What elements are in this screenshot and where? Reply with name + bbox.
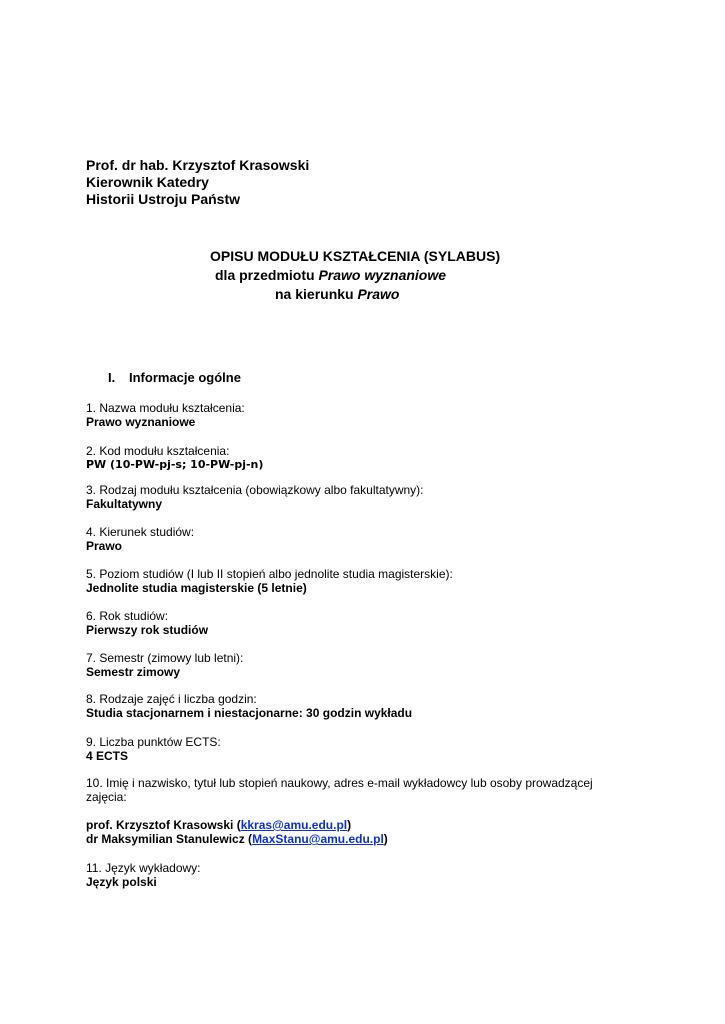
field-label: 11. Język wykładowy: [86, 861, 201, 875]
lecturer-2-close: ) [383, 832, 388, 846]
title-line-2-prefix: dla przedmiotu [215, 267, 319, 283]
field-value: 4 ECTS [86, 749, 129, 763]
lecturer-1 [86, 818, 626, 832]
field-value: PW (10-PW-pj-s; 10-PW-pj-n) [86, 458, 264, 471]
field-lecturers [86, 776, 626, 846]
lecturer-2 [86, 832, 626, 846]
section-title: Informacje ogólne [129, 370, 241, 385]
field-module-name [86, 401, 646, 429]
subject-name: Prawo wyznaniowe [318, 267, 447, 283]
field-of-study: Prawo [357, 286, 400, 302]
field-value: Semestr zimowy [86, 665, 181, 679]
field-language [86, 861, 646, 889]
lecturer-2-email-link[interactable]: MaxStanu@amu.edu.pl [252, 832, 384, 846]
field-value: Prawo wyznaniowe [86, 415, 196, 429]
title-line-2 [215, 266, 446, 285]
field-ects [86, 735, 646, 763]
field-study-level [86, 567, 646, 595]
header-name: Prof. dr hab. Krzysztof Krasowski [86, 157, 310, 173]
field-label: 10. Imię i nazwisko, tytuł lub stopień naukowy, adres e-mail wykładowcy lub osoby prowadzącej zajęcia: [86, 776, 593, 804]
field-semester [86, 651, 646, 679]
field-study-direction [86, 525, 646, 553]
header-department: Historii Ustroju Państw [86, 191, 241, 207]
field-class-types [86, 692, 646, 720]
lecturer-1-name: prof. Krzysztof Krasowski ( [86, 818, 241, 832]
field-module-type [86, 483, 646, 511]
field-module-code [86, 444, 646, 472]
lecturer-2-name: dr Maksymilian Stanulewicz ( [86, 832, 253, 846]
lecturer-1-close: ) [347, 818, 352, 832]
letter-header [86, 157, 309, 208]
field-study-year [86, 609, 646, 637]
field-value: Prawo [86, 539, 123, 553]
title-line-3 [275, 285, 399, 304]
field-value: Jednolite studia magisterskie (5 letnie) [86, 581, 307, 595]
field-label: 6. Rok studiów: [86, 609, 169, 623]
field-label: 5. Poziom studiów (I lub II stopień albo jednolite studia magisterskie): [86, 567, 453, 581]
field-value: Język polski [86, 875, 157, 889]
field-value: Pierwszy rok studiów [86, 623, 209, 637]
field-label: 9. Liczba punktów ECTS: [86, 735, 221, 749]
section-heading [108, 370, 241, 385]
field-label: 4. Kierunek studiów: [86, 525, 195, 539]
field-label: 8. Rodzaje zajęć i liczba godzin: [86, 692, 257, 706]
header-position: Kierownik Katedry [86, 174, 209, 190]
field-value: Fakultatywny [86, 497, 163, 511]
title-line-3-prefix: na kierunku [275, 286, 358, 302]
field-label: 1. Nazwa modułu kształcenia: [86, 401, 245, 415]
title-line-1: OPISU MODUŁU KSZTAŁCENIA (SYLABUS) [210, 248, 501, 264]
field-label: 7. Semestr (zimowy lub letni): [86, 651, 244, 665]
section-number: I. [108, 370, 116, 385]
field-label: 2. Kod modułu kształcenia: [86, 444, 230, 458]
field-label: 3. Rodzaj modułu kształcenia (obowiązkowy albo fakultatywny): [86, 483, 424, 497]
lecturer-1-email-link[interactable]: kkras@amu.edu.pl [240, 818, 348, 832]
field-value: Studia stacjonarnem i niestacjonarne: 30 godzin wykładu [86, 706, 413, 720]
